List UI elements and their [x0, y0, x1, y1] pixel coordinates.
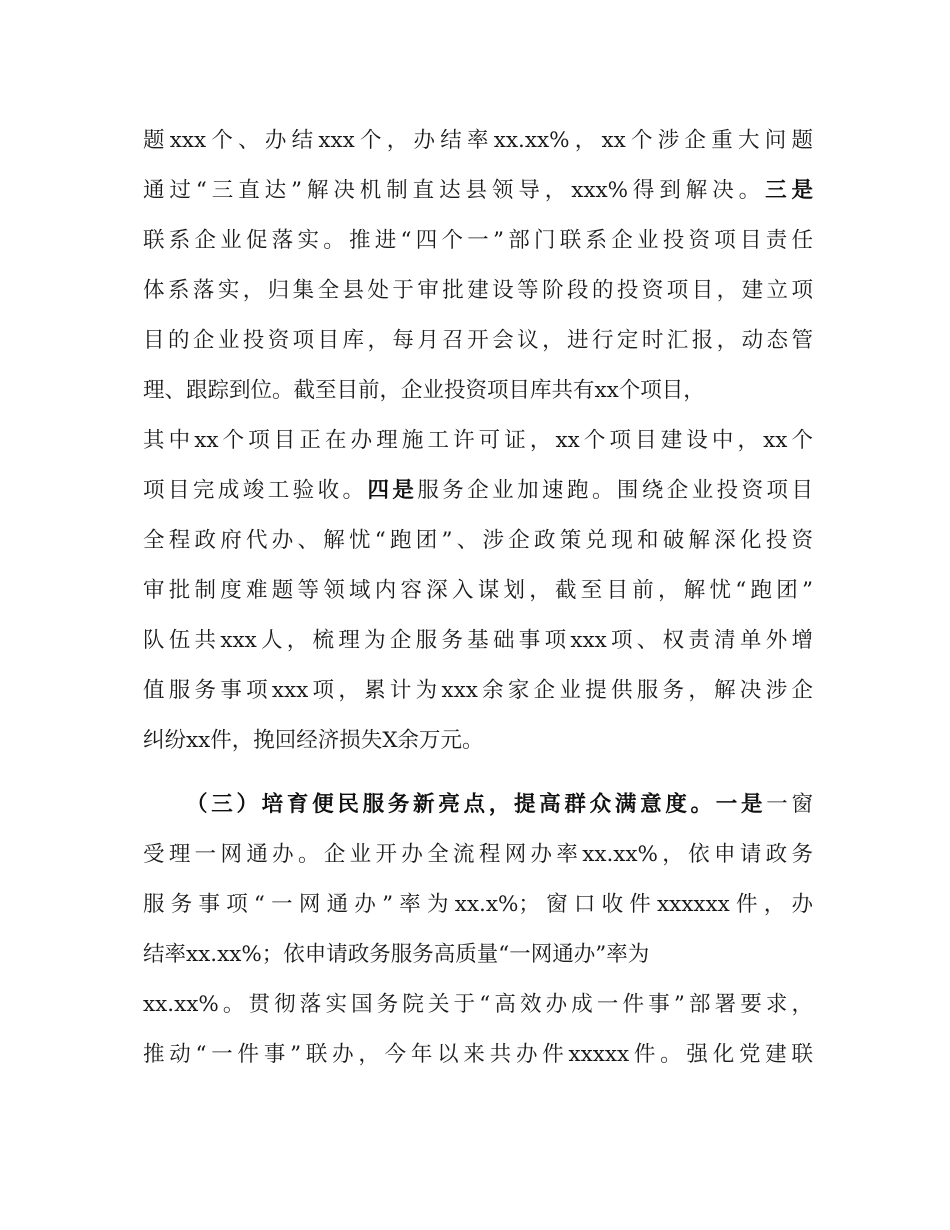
- text-line: [143, 616, 813, 666]
- line-text: 项目完成竣工验收。: [143, 478, 368, 503]
- emphasis-three: 三是: [765, 178, 813, 203]
- line-text: 题xxx个、办结xxx个，办结率xx.xx%，xx个涉企重大问题: [143, 128, 813, 153]
- text-line: [143, 930, 813, 980]
- text-line: [143, 116, 813, 166]
- line-text: 审批制度难题等领域内容深入谋划，截至目前，解忧“跑团”: [143, 578, 813, 603]
- text-line: [143, 830, 813, 880]
- text-line: [143, 716, 813, 766]
- line-text: 联系企业促落实。推进“四个一”部门联系企业投资项目责任: [143, 228, 813, 253]
- text-line: [143, 666, 813, 716]
- text-line: [143, 466, 813, 516]
- text-line: [143, 980, 813, 1030]
- line-text: 一窗: [766, 792, 813, 817]
- text-line: [143, 880, 813, 930]
- line-text: 服务企业加速跑。围绕企业投资项目: [417, 478, 813, 503]
- text-line: [143, 266, 813, 316]
- line-text: 纠纷xx件，挽回经济损失X余万元。: [143, 728, 484, 753]
- line-text: 通过“三直达”解决机制直达县领导，xxx%得到解决。: [143, 178, 766, 203]
- text-line: [143, 416, 813, 466]
- line-text: 服务事项“一网通办”率为xx.x%；窗口收件xxxxxx件，办: [143, 892, 813, 917]
- line-text: 结率xx.xx%；依申请政务服务高质量“一网通办”率为: [143, 942, 650, 967]
- line-text: xx.xx%。贯彻落实国务院关于“高效办成一件事”部署要求，: [143, 992, 813, 1017]
- line-text: 推动“一件事”联办，今年以来共办件xxxxx件。强化党建联: [143, 1042, 813, 1067]
- text-line: [143, 566, 813, 616]
- text-line: [143, 366, 813, 416]
- emphasis-one: 一是: [715, 792, 767, 817]
- line-text: 值服务事项xxx项，累计为xxx余家企业提供服务，解决涉企: [143, 678, 813, 703]
- line-text: 受理一网通办。企业开办全流程网办率xx.xx%，依申请政务: [143, 842, 813, 867]
- line-text: 目的企业投资项目库，每月召开会议，进行定时汇报，动态管: [143, 328, 813, 353]
- text-line: [143, 516, 813, 566]
- text-line: [143, 166, 813, 216]
- text-line: [143, 1030, 813, 1080]
- line-text: 队伍共xxx人，梳理为企服务基础事项xxx项、权责清单外增: [143, 628, 813, 653]
- section-heading: （三）培育便民服务新亮点，提高群众满意度。: [186, 792, 716, 817]
- text-line: [143, 316, 813, 366]
- line-text: 理、跟踪到位。截至目前，企业投资项目库共有xx个项目，: [143, 378, 705, 403]
- emphasis-four: 四是: [367, 478, 418, 503]
- text-line: [143, 216, 813, 266]
- line-text: 体系落实，归集全县处于审批建设等阶段的投资项目，建立项: [143, 278, 813, 303]
- line-text: 其中xx个项目正在办理施工许可证，xx个项目建设中，xx个: [143, 428, 813, 453]
- section-heading-line: [186, 780, 813, 830]
- line-text: 全程政府代办、解忧“跑团”、涉企政策兑现和破解深化投资: [143, 528, 813, 553]
